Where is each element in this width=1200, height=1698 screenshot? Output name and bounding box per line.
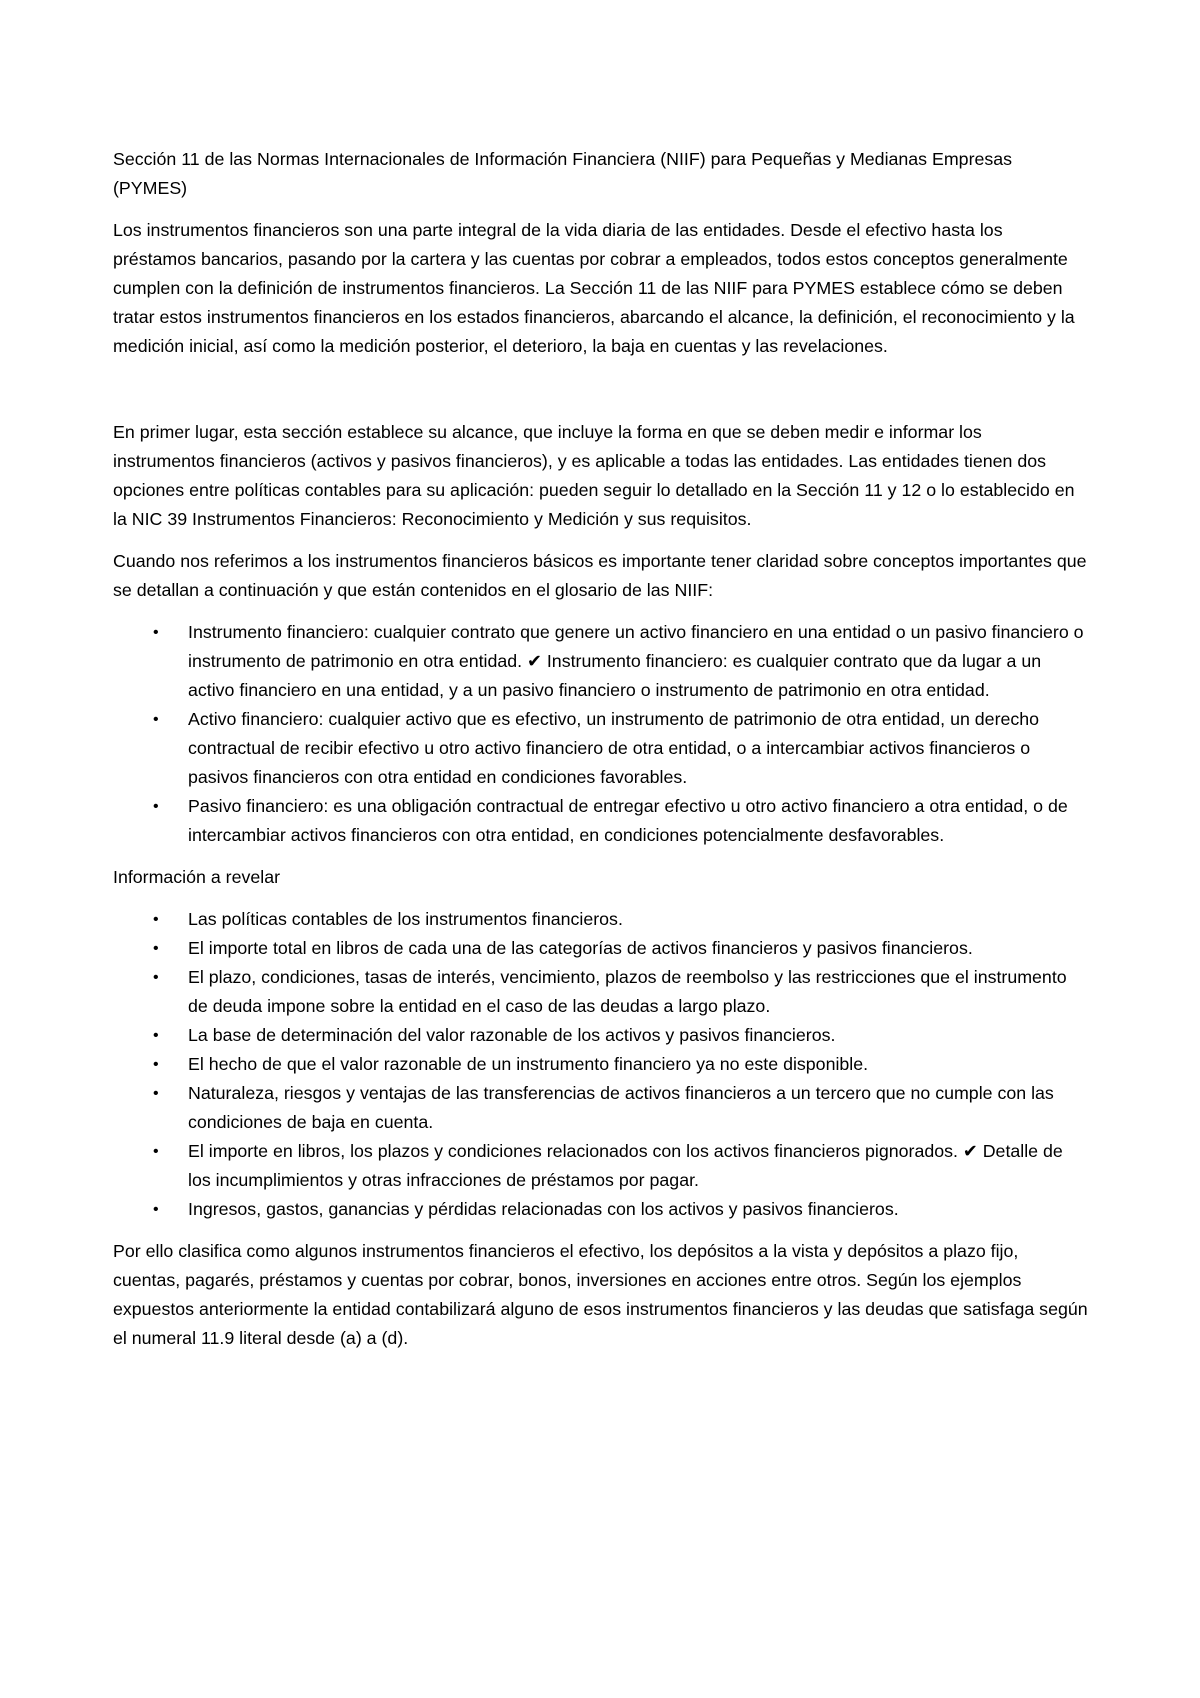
bullet-icon: • [153,1143,159,1160]
list-item [113,1137,1088,1195]
disclosures-list [113,905,1088,1224]
list-item [113,934,1088,963]
list-item [113,1195,1088,1224]
list-item [113,705,1088,792]
list-item [113,963,1088,1021]
bullet-icon: • [153,711,159,728]
scope-paragraph: En primer lugar, esta sección establece su alcance, que incluye la forma en que se deben medir e informar los instrumentos financieros (activos y pasivos financieros), y es aplicable a todas las entidades. Las entidades tienen dos opciones entre políticas contables para su aplicación: pueden seguir lo detallado en la Sección 11 y 12 o lo establecido en la NIC 39 Instrumentos Financieros: Reconocimiento y Medición y sus requisitos. [113,422,1075,529]
paragraph-spacer [113,374,1088,418]
list-item [113,618,1088,705]
bullet-icon: • [153,624,159,641]
list-item-text: El importe en libros, los plazos y condiciones relacionados con los activos financieros pignorados. ✔ Detalle de los incumplimientos y otras infracciones de préstamos por pagar. [188,1141,1063,1190]
definitions-list [113,618,1088,850]
list-item-text: El plazo, condiciones, tasas de interés, vencimiento, plazos de reembolso y las restricciones que el instrumento de deuda impone sobre la entidad en el caso de las deudas a largo plazo. [188,967,1067,1016]
list-item-text: Ingresos, gastos, ganancias y pérdidas relacionadas con los activos y pasivos financieros. [188,1199,899,1219]
document-page [113,145,1088,1366]
list-item [113,792,1088,850]
list-item-text: La base de determinación del valor razonable de los activos y pasivos financieros. [188,1025,836,1045]
concepts-intro-paragraph: Cuando nos referimos a los instrumentos financieros básicos es importante tener claridad sobre conceptos importantes que se detallan a continuación y que están contenidos en el glosario de las NIIF: [113,551,1087,600]
intro-paragraph: Los instrumentos financieros son una parte integral de la vida diaria de las entidades. Desde el efectivo hasta los préstamos bancarios, pasando por la cartera y las cuentas por cobrar a empleados, todos estos conceptos generalmente cumplen con la definición de instrumentos financieros. La Sección 11 de las NIIF para PYMES establece cómo se deben tratar estos instrumentos financieros en los estados financieros, abarcando el alcance, la definición, el reconocimiento y la medición inicial, así como la medición posterior, el deterioro, la baja en cuentas y las revelaciones. [113,220,1075,356]
conclusion-paragraph: Por ello clasifica como algunos instrumentos financieros el efectivo, los depósitos a la vista y depósitos a plazo fijo, cuentas, pagarés, préstamos y cuentas por cobrar, bonos, inversiones en acciones entre otros. Según los ejemplos expuestos anteriormente la entidad contabilizará alguno de esos instrumentos financieros y las deudas que satisfaga según el numeral 11.9 literal desde (a) a (d). [113,1241,1088,1348]
list-item-text: El importe total en libros de cada una de las categorías de activos financieros y pasivos financieros. [188,938,973,958]
list-item-text: Instrumento financiero: cualquier contrato que genere un activo financiero en una entidad o un pasivo financiero o instrumento de patrimonio en otra entidad. ✔ Instrumento financiero: es cualquier contrato que da lugar a un activo financiero en una entidad, y a un pasivo financiero o instrumento de patrimonio en otra entidad. [188,622,1084,700]
bullet-icon: • [153,1085,159,1102]
bullet-icon: • [153,940,159,957]
list-item [113,905,1088,934]
list-item-text: Activo financiero: cualquier activo que es efectivo, un instrumento de patrimonio de otra entidad, un derecho contractual de recibir efectivo u otro activo financiero de otra entidad, o a intercambiar activos financieros o pasivos financieros con otra entidad en condiciones favorables. [188,709,1040,787]
list-item-text: Las políticas contables de los instrumentos financieros. [188,909,623,929]
bullet-icon: • [153,1027,159,1044]
list-item-text: Pasivo financiero: es una obligación contractual de entregar efectivo u otro activo financiero a otra entidad, o de intercambiar activos financieros con otra entidad, en condiciones potencialmente desfavorables. [188,796,1068,845]
list-item-text: Naturaleza, riesgos y ventajas de las transferencias de activos financieros a un tercero que no cumple con las condiciones de baja en cuenta. [188,1083,1054,1132]
bullet-icon: • [153,969,159,986]
list-item [113,1079,1088,1137]
bullet-icon: • [153,1056,159,1073]
list-item-text: El hecho de que el valor razonable de un instrumento financiero ya no este disponible. [188,1054,869,1074]
list-item [113,1021,1088,1050]
document-heading: Sección 11 de las Normas Internacionales de Información Financiera (NIIF) para Pequeñas y Medianas Empresas (PYMES) [113,149,1013,198]
bullet-icon: • [153,798,159,815]
bullet-icon: • [153,911,159,928]
disclosure-heading: Información a revelar [113,867,281,887]
bullet-icon: • [153,1201,159,1218]
list-item [113,1050,1088,1079]
